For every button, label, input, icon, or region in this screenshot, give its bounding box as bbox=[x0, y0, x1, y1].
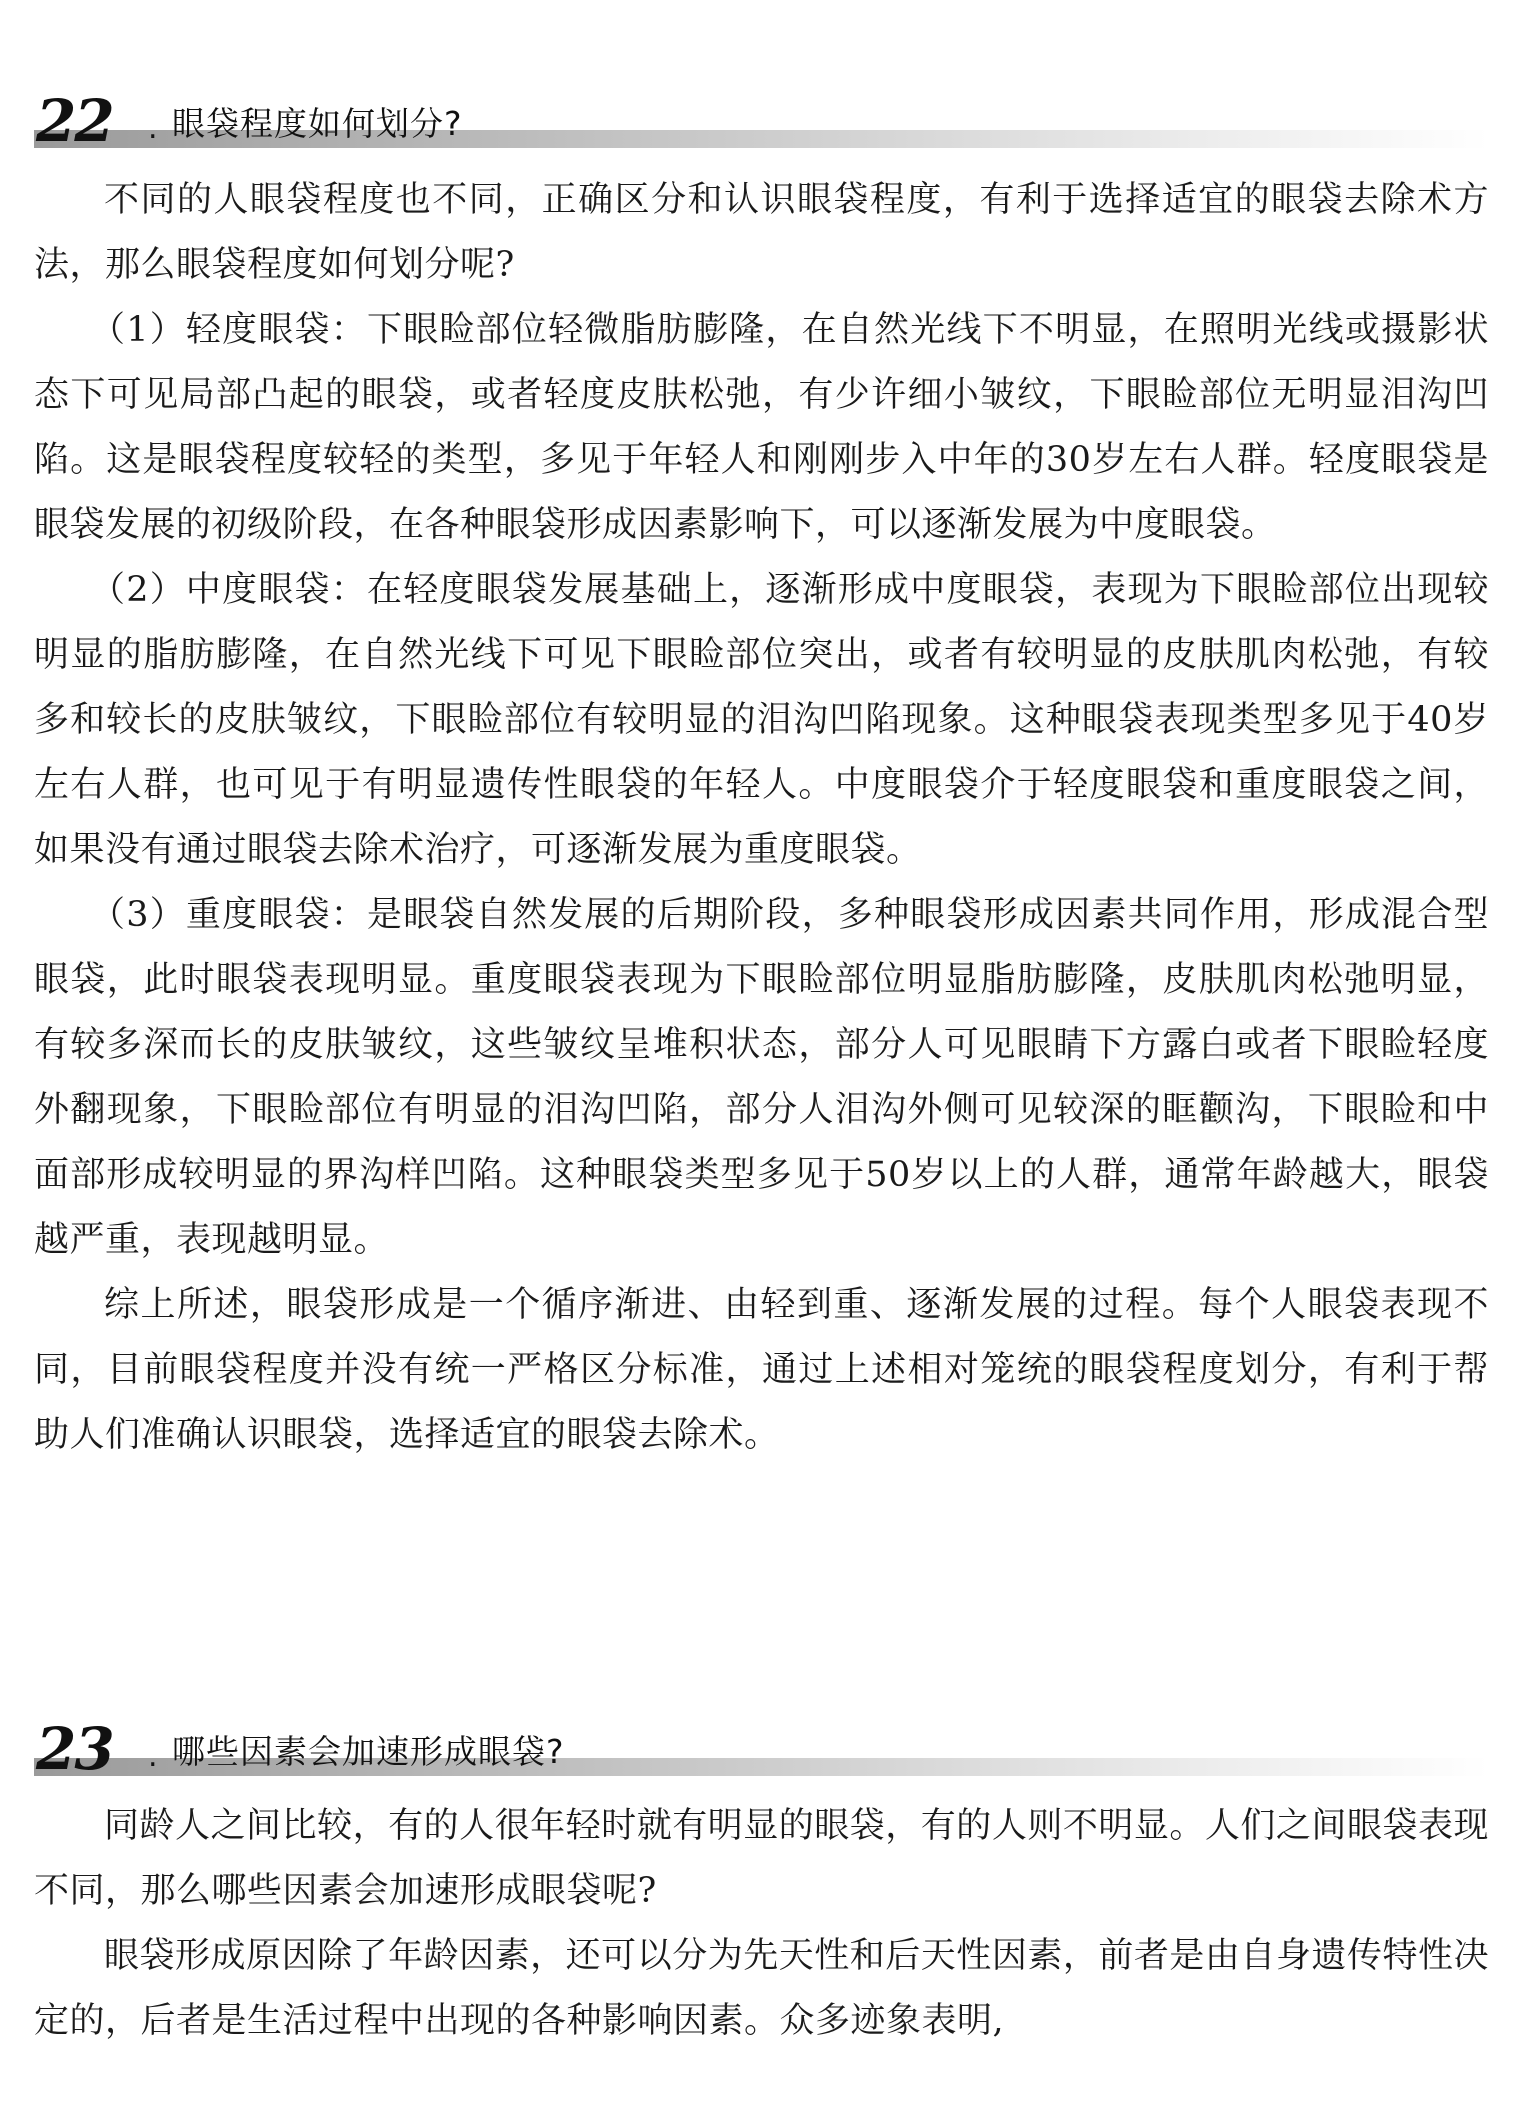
paragraph-intro: 同龄人之间比较，有的人很年轻时就有明显的眼袋，有的人则不明显。人们之间眼袋表现不同，那么哪些因素会加速形成眼袋呢? bbox=[34, 1806, 1489, 1911]
section-number: 23 bbox=[36, 1715, 113, 1783]
section-title: 眼袋程度如何划分? bbox=[172, 104, 463, 143]
section-heading bbox=[34, 87, 1489, 155]
number-separator: . bbox=[148, 1739, 158, 1774]
section-title: 哪些因素会加速形成眼袋? bbox=[172, 1732, 565, 1771]
paragraph-moderate: （2）中度眼袋：在轻度眼袋发展基础上，逐渐形成中度眼袋，表现为下眼睑部位出现较明显的脂肪膨隆，在自然光线下可见下眼睑部位突出，或者有较明显的皮肤肌肉松弛，有较多和较长的皮肤皱纹，下眼睑部位有较明显的泪沟凹陷现象。这种眼袋表现类型多见于40岁左右人群，也可见于有明显遗传性眼袋的年轻人。中度眼袋介于轻度眼袋和重度眼袋之间，如果没有通过眼袋去除术治疗，可逐渐发展为重度眼袋。 bbox=[34, 570, 1489, 870]
section-body bbox=[34, 168, 1489, 1468]
paragraph-intro: 不同的人眼袋程度也不同，正确区分和认识眼袋程度，有利于选择适宜的眼袋去除术方法，那么眼袋程度如何划分呢? bbox=[34, 180, 1489, 285]
paragraph-summary: 综上所述，眼袋形成是一个循序渐进、由轻到重、逐渐发展的过程。每个人眼袋表现不同，目前眼袋程度并没有统一严格区分标准，通过上述相对笼统的眼袋程度划分，有利于帮助人们准确认识眼袋，选择适宜的眼袋去除术。 bbox=[34, 1285, 1489, 1455]
section-body bbox=[34, 1794, 1489, 2054]
number-separator: . bbox=[148, 111, 158, 146]
paragraph-mild: （1）轻度眼袋：下眼睑部位轻微脂肪膨隆，在自然光线下不明显，在照明光线或摄影状态下可见局部凸起的眼袋，或者轻度皮肤松弛，有少许细小皱纹，下眼睑部位无明显泪沟凹陷。这是眼袋程度较轻的类型，多见于年轻人和刚刚步入中年的30岁左右人群。轻度眼袋是眼袋发展的初级阶段，在各种眼袋形成因素影响下，可以逐渐发展为中度眼袋。 bbox=[34, 310, 1489, 545]
section-23 bbox=[34, 1715, 1489, 2054]
section-heading bbox=[34, 1715, 1489, 1783]
section-number: 22 bbox=[36, 87, 113, 155]
paragraph-causes: 眼袋形成原因除了年龄因素，还可以分为先天性和后天性因素，前者是由自身遗传特性决定的，后者是生活过程中出现的各种影响因素。众多迹象表明, bbox=[34, 1936, 1489, 2041]
section-22 bbox=[34, 87, 1489, 1468]
paragraph-severe: （3）重度眼袋：是眼袋自然发展的后期阶段，多种眼袋形成因素共同作用，形成混合型眼袋，此时眼袋表现明显。重度眼袋表现为下眼睑部位明显脂肪膨隆，皮肤肌肉松弛明显，有较多深而长的皮肤皱纹，这些皱纹呈堆积状态，部分人可见眼睛下方露白或者下眼睑轻度外翻现象，下眼睑部位有明显的泪沟凹陷，部分人泪沟外侧可见较深的眶颧沟，下眼睑和中面部形成较明显的界沟样凹陷。这种眼袋类型多见于50岁以上的人群，通常年龄越大，眼袋越严重，表现越明显。 bbox=[34, 895, 1489, 1260]
